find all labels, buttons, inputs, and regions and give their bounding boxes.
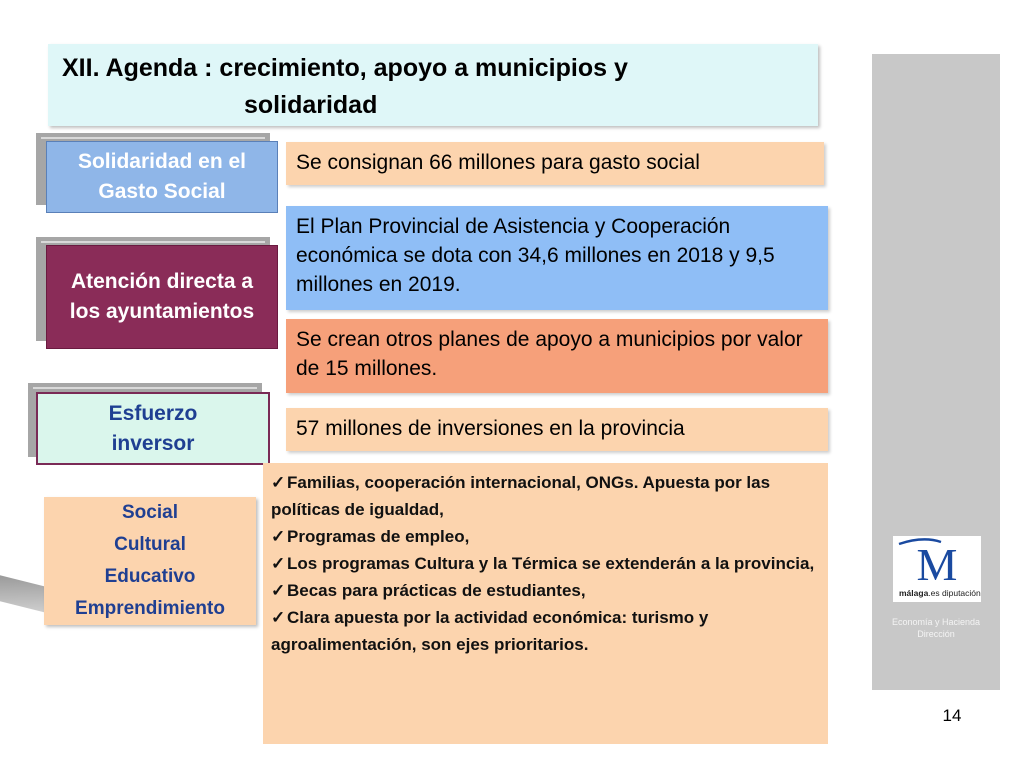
bullet-text: Programas de empleo, bbox=[287, 527, 470, 546]
areas-list bbox=[44, 497, 256, 625]
statement-otros-planes: Se crean otros planes de apoyo a municipios por valor de 15 millones. bbox=[286, 319, 828, 393]
statement-inversiones: 57 millones de inversiones en la provincia bbox=[286, 408, 828, 451]
logo-caption bbox=[872, 616, 1000, 640]
bullet-text: Becas para prácticas de estudiantes, bbox=[287, 581, 586, 600]
category-esfuerzo bbox=[36, 392, 270, 465]
svg-text:málaga.es diputación bbox=[899, 588, 981, 598]
logo-caption-line-1: Economía y Hacienda bbox=[891, 617, 981, 627]
logo-brand-rest: .es diputación bbox=[928, 588, 981, 598]
category-label: Atención directa a los ayuntamientos bbox=[69, 270, 255, 323]
check-icon: ✓ bbox=[271, 554, 286, 573]
check-icon: ✓ bbox=[271, 527, 286, 546]
area-item: Social bbox=[122, 502, 178, 523]
category-atencion bbox=[46, 245, 278, 349]
bullet-item bbox=[271, 577, 820, 604]
title-line-2: solidaridad bbox=[244, 91, 378, 119]
area-item: Educativo bbox=[104, 566, 196, 587]
area-item: Emprendimiento bbox=[75, 598, 225, 619]
slide-title bbox=[48, 44, 818, 126]
check-icon: ✓ bbox=[271, 608, 286, 627]
check-icon: ✓ bbox=[271, 581, 286, 600]
logo-caption-line-2: Dirección bbox=[917, 629, 955, 639]
statement-plan-provincial: El Plan Provincial de Asistencia y Cooperación económica se dota con 34,6 millones en 2018 y 9,5 millones en 2019. bbox=[286, 206, 828, 310]
logo-m-icon bbox=[893, 536, 981, 602]
bullet-text: Familias, cooperación internacional, ONGs. Apuesta por las políticas de igualdad, bbox=[271, 473, 771, 519]
bullet-item bbox=[271, 604, 820, 658]
bullet-text: Clara apuesta por la actividad económica: turismo y agroalimentación, son ejes prioritarios. bbox=[271, 608, 709, 654]
bullet-item bbox=[271, 469, 820, 523]
area-item: Cultural bbox=[114, 534, 186, 555]
logo-brand-bold: málaga bbox=[899, 588, 929, 598]
bullet-list bbox=[263, 463, 828, 744]
malaga-logo bbox=[893, 536, 981, 602]
bullet-item bbox=[271, 550, 820, 577]
page-number: 14 bbox=[942, 706, 962, 725]
category-label: Solidaridad en el Gasto Social bbox=[77, 150, 247, 203]
bullet-item bbox=[271, 523, 820, 550]
check-icon: ✓ bbox=[271, 473, 286, 492]
statement-gasto-social: Se consignan 66 millones para gasto social bbox=[286, 142, 824, 185]
bullet-text: Los programas Cultura y la Térmica se extenderán a la provincia, bbox=[287, 554, 815, 573]
logo-letter: M bbox=[916, 539, 958, 590]
title-line-1: XII. Agenda : crecimiento, apoyo a municipios y bbox=[62, 54, 628, 82]
category-solidaridad bbox=[46, 141, 278, 213]
category-label: Esfuerzo inversor bbox=[108, 401, 198, 455]
